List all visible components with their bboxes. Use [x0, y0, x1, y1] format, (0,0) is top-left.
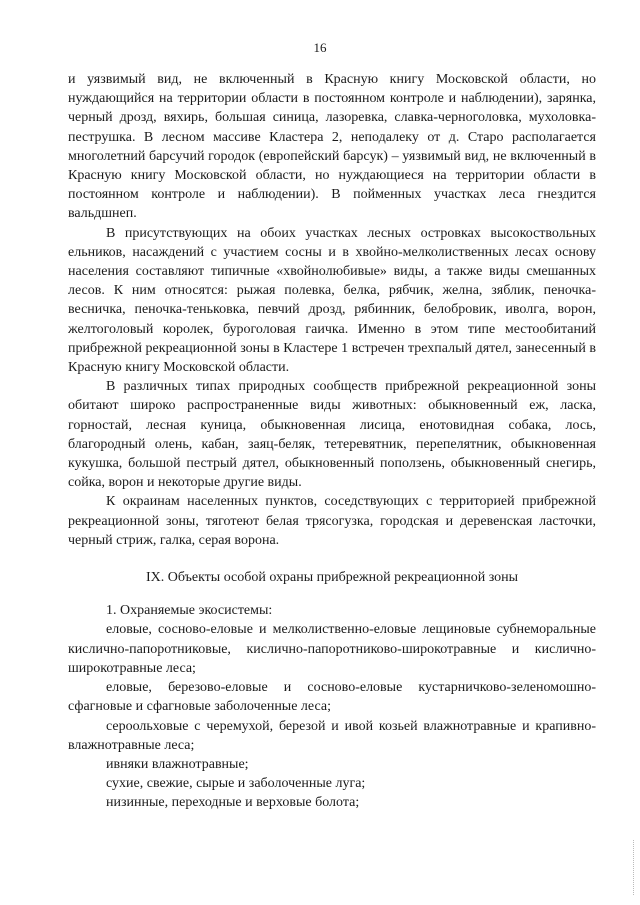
body-text: [68, 70, 596, 813]
list-item: сероольховые с черемухой, березой и ивой козьей влажнотравные и крапивно-влажнотравные леса;: [68, 718, 596, 753]
scan-edge-mark: [633, 840, 636, 895]
page-number: 16: [313, 40, 327, 55]
paragraph-conifer-species: В присутствующих на обоих участках лесных островках высокоствольных ельников, насаждений с участием сосны и в хвойно-мелколиственных лесах основу населения составляют типичные «хвойнолюбивые» виды, а также виды смешанных лесов. К ним относятся: рыжая полевка, белка, рябчик, желна, зяблик, пеночка-весничка, пеночка-теньковка, певчий дрозд, рябинник, белобровик, иволга, ворон, желтоголовый королек, буроголовая гаичка. Именно в этом типе местообитаний прибрежной рекреационной зоны в Кластере 1 встречен трехпалый дятел, занесенный в Красную книгу Московской области.: [68, 225, 596, 376]
paragraph-common-species: В различных типах природных сообществ прибрежной рекреационной зоны обитают широко распространенные виды животных: обыкновенный еж, ласка, горностай, лесная куница, обыкновенная лисица, енотовидная собака, лось, благородный олень, кабан, заяц-беляк, тетеревятник, перепелятник, обыкновенная кукушка, большой пестрый дятел, обыкновенный поползень, обыкновенный снегирь, сойка, ворон и некоторые другие виды.: [68, 379, 596, 491]
list-item: низинные, переходные и верховые болота;: [106, 795, 360, 811]
subheading-ecosystems: 1. Охраняемые экосистемы:: [106, 603, 273, 619]
list-item: сухие, свежие, сырые и заболоченные луга;: [106, 776, 366, 792]
list-item: ивняки влажнотравные;: [106, 756, 249, 772]
list-item: еловые, сосново-еловые и мелколиственно-еловые лещиновые субнеморальные кислично-папоротниковые, кислично-папоротниково-широкотравные и кислично-широкотравные леса;: [68, 622, 596, 676]
paragraph-continuation: и уязвимый вид, не включенный в Красную книгу Московской области, но нуждающийся на территории области в постоянном контроле и наблюдении), зарянка, черный дрозд, вяхирь, большая синица, лазоревка, славка-черноголовка, мухоловка-пеструшка. В лесном массиве Кластера 2, неподалеку от д. Старо располагается многолетний барсучий городок (европейский барсук) – уязвимый вид, не включенный в Красную книгу Московской области, но нуждающиеся на территории области в постоянном контроле и наблюдении). В пойменных участках леса гнездится вальдшнеп.: [68, 72, 596, 222]
paragraph-settlement-species: К окраинам населенных пунктов, соседствующих с территорией прибрежной рекреационной зоны, тяготеют белая трясогузка, городская и деревенская ласточки, черный стриж, галка, серая ворона.: [68, 494, 596, 548]
section-heading: IX. Объекты особой охраны прибрежной рекреационной зоны: [145, 570, 519, 586]
list-item: еловые, березово-еловые и сосново-еловые кустарничково-зеленомошно-сфагновые и сфагновые заболоченные леса;: [68, 680, 596, 715]
